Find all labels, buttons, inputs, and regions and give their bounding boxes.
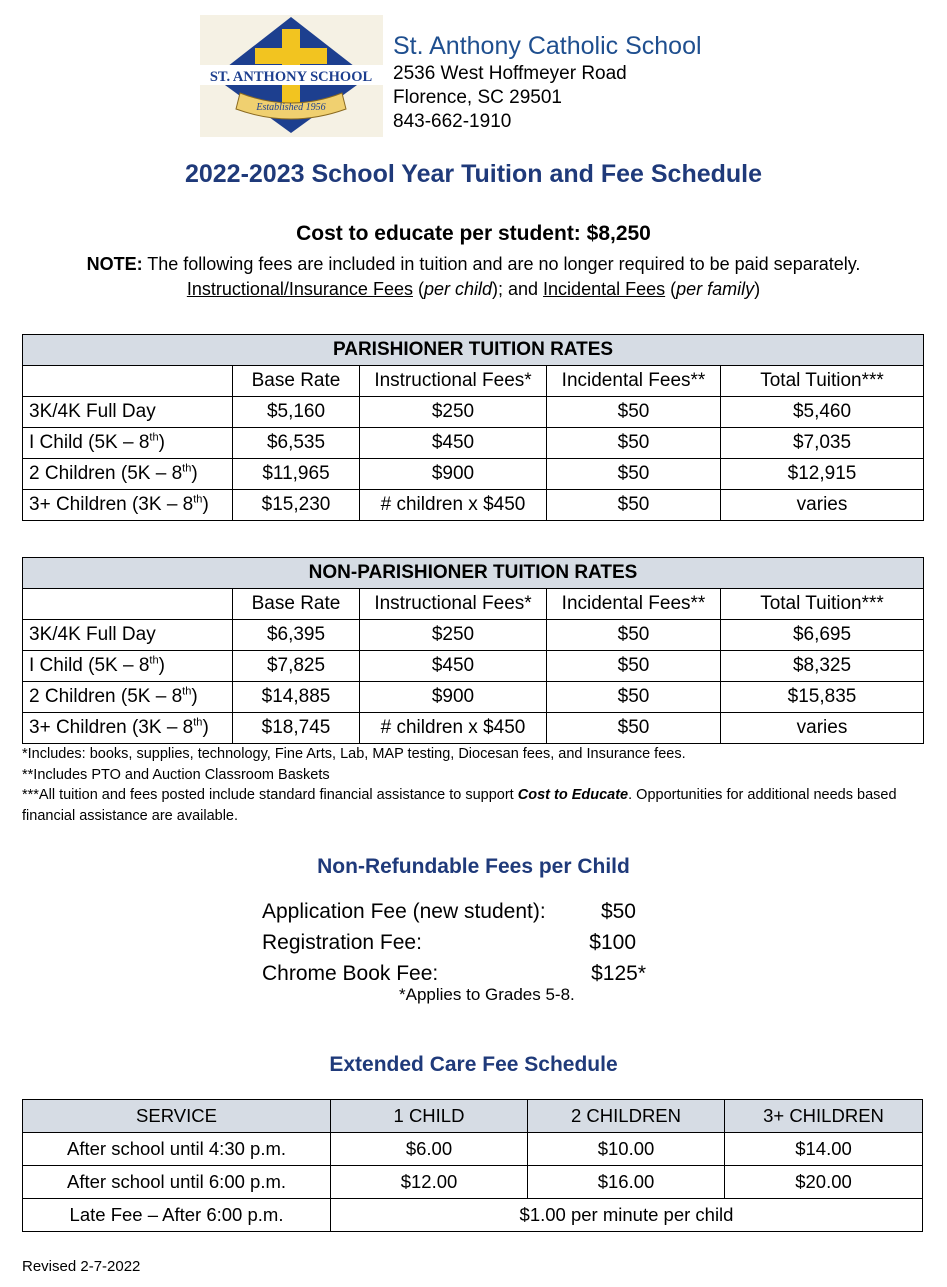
- table-row: 3K/4K Full Day $6,395 $250 $50 $6,695: [23, 620, 924, 651]
- non-refundable-fees: [262, 896, 692, 989]
- table-row: Late Fee – After 6:00 p.m. $1.00 per minute per child: [23, 1199, 923, 1232]
- fee-row: Chrome Book Fee: $125*: [262, 962, 646, 985]
- table-row: After school until 6:00 p.m. $12.00 $16.00 $20.00: [23, 1166, 923, 1199]
- revised-date: Revised 2-7-2022: [22, 1258, 141, 1275]
- table-row: 3+ Children (3K – 8th) $18,745 # children x $450 $50 varies: [23, 713, 924, 744]
- non-parishioner-table: [22, 557, 924, 744]
- phone: 843-662-1910: [393, 111, 512, 132]
- footnote-3: ***All tuition and fees posted include standard financial assistance to support Cost to Educate. Opportunities for additional needs based financial assistance are available.: [22, 787, 897, 824]
- extended-care-title: Extended Care Fee Schedule: [329, 1053, 618, 1076]
- table-row: 3K/4K Full Day $5,160 $250 $50 $5,460: [23, 397, 924, 428]
- table-row: 2 Children (5K – 8th) $14,885 $900 $50 $15,835: [23, 682, 924, 713]
- address-line-1: 2536 West Hoffmeyer Road: [393, 63, 627, 84]
- extended-care-table: [22, 1099, 923, 1232]
- fee-row: Application Fee (new student): $50: [262, 900, 636, 923]
- table-row: I Child (5K – 8th) $6,535 $450 $50 $7,035: [23, 428, 924, 459]
- footnote-1: *Includes: books, supplies, technology, Fine Arts, Lab, MAP testing, Diocesan fees, and Insurance fees.: [22, 746, 686, 762]
- school-logo: [200, 15, 383, 137]
- table-header-row: SERVICE 1 CHILD 2 CHILDREN 3+ CHILDREN: [23, 1100, 923, 1133]
- table-row: 2 Children (5K – 8th) $11,965 $900 $50 $12,915: [23, 459, 924, 490]
- table-header-row: Base Rate Instructional Fees* Incidental Fees** Total Tuition***: [23, 589, 924, 620]
- address-line-2: Florence, SC 29501: [393, 87, 562, 108]
- logo-text: ST. ANTHONY SCHOOL: [209, 69, 373, 85]
- table-header-row: Base Rate Instructional Fees* Incidental Fees** Total Tuition***: [23, 366, 924, 397]
- non-refundable-title: Non-Refundable Fees per Child: [317, 855, 630, 878]
- logo-ribbon: Established 1956: [256, 102, 326, 113]
- school-name: St. Anthony Catholic School: [393, 32, 702, 60]
- table-title: NON-PARISHIONER TUITION RATES: [23, 558, 924, 589]
- table-row: I Child (5K – 8th) $7,825 $450 $50 $8,325: [23, 651, 924, 682]
- cost-to-educate: Cost to educate per student: $8,250: [296, 222, 651, 245]
- page-title: 2022-2023 School Year Tuition and Fee Schedule: [184, 160, 763, 188]
- footnote-2: **Includes PTO and Auction Classroom Baskets: [22, 766, 330, 783]
- school-info: [393, 30, 702, 134]
- parishioner-table: [22, 334, 924, 521]
- footnotes: [22, 744, 927, 826]
- table-title: PARISHIONER TUITION RATES: [23, 335, 924, 366]
- chromebook-note: *Applies to Grades 5-8.: [399, 985, 575, 1004]
- note: NOTE: The following fees are included in tuition and are no longer required to be paid separately. Instructional/Insurance Fees (per child); and Incidental Fees (per family): [86, 254, 861, 299]
- table-row: 3+ Children (3K – 8th) $15,230 # children x $450 $50 varies: [23, 490, 924, 521]
- fee-row: Registration Fee: $100: [262, 931, 636, 954]
- table-row: After school until 4:30 p.m. $6.00 $10.00 $14.00: [23, 1133, 923, 1166]
